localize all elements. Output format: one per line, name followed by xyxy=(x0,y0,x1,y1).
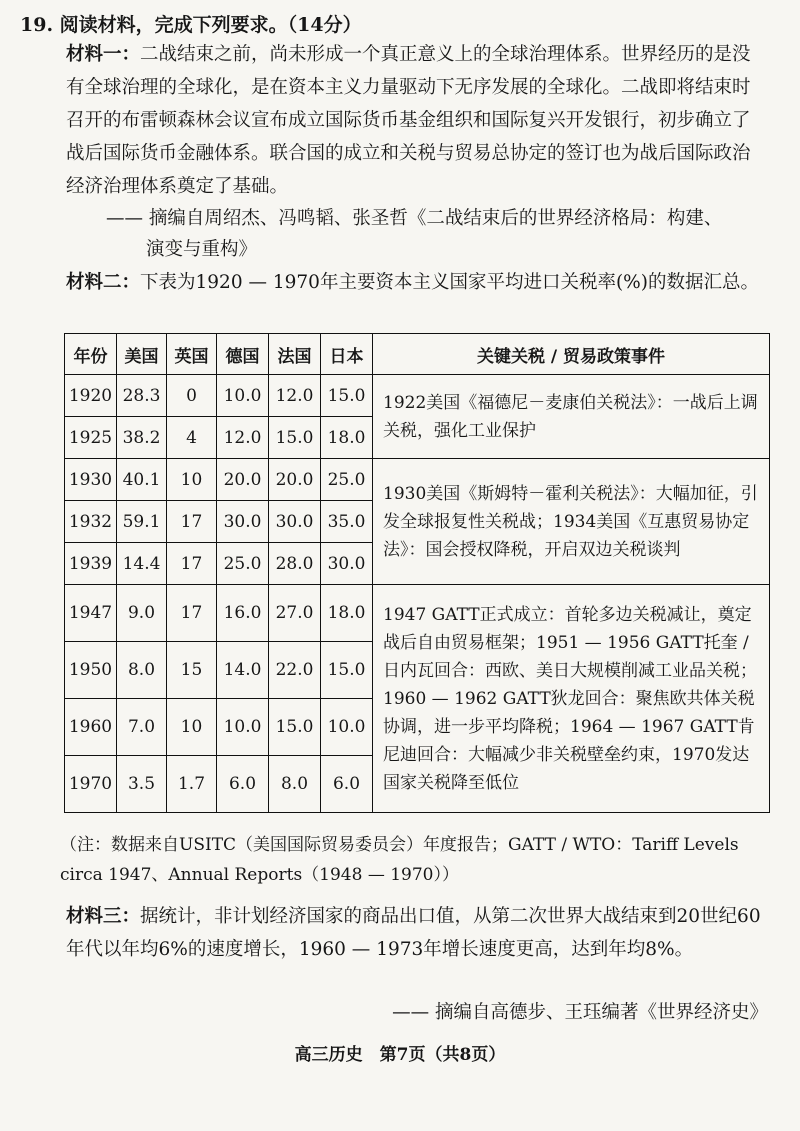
cell: 6.0 xyxy=(217,756,269,813)
cell: 8.0 xyxy=(117,642,167,699)
tariff-table xyxy=(64,333,770,813)
material-1-text: 二战结束之前，尚未形成一个真正意义上的全球治理体系。世界经历的是没有全球治理的全球化，是在资本主义力量驱动下无序发展的全球化。二战即将结束时召开的布雷顿森林会议宣布成立国际货币基金组织和国际复兴开发银行，初步确立了战后国际货币金融体系。联合国的成立和关税与贸易总协定的签订也为战后国际政治经济治理体系奠定了基础。 xyxy=(66,44,751,197)
material-1-source-line2: 演变与重构》 xyxy=(146,239,258,260)
cell: 18.0 xyxy=(321,417,373,459)
material-2-label: 材料二： xyxy=(66,272,141,293)
cell: 25.0 xyxy=(217,543,269,585)
cell: 59.1 xyxy=(117,501,167,543)
cell: 17 xyxy=(167,543,217,585)
material-1-source-line1: —— 摘编自周绍杰、冯鸣韬、张圣哲《二战结束后的世界经济格局：构建、 xyxy=(106,208,723,229)
material-1-label: 材料一： xyxy=(66,44,141,65)
material-3 xyxy=(66,900,766,966)
header-uk: 英国 xyxy=(167,334,217,375)
cell: 1947 xyxy=(65,585,117,642)
question-title: 19. 阅读材料，完成下列要求。（14分） xyxy=(20,14,362,36)
event-cell: 1930美国《斯姆特－霍利关税法》：大幅加征，引发全球报复性关税战；1934美国《互惠贸易协定法》：国会授权降税，开启双边关税谈判 xyxy=(373,459,770,585)
table-row xyxy=(65,585,770,642)
cell: 9.0 xyxy=(117,585,167,642)
cell: 1950 xyxy=(65,642,117,699)
cell: 16.0 xyxy=(217,585,269,642)
cell: 28.0 xyxy=(269,543,321,585)
cell: 4 xyxy=(167,417,217,459)
cell: 1.7 xyxy=(167,756,217,813)
header-france: 法国 xyxy=(269,334,321,375)
table-row xyxy=(65,375,770,417)
cell: 15.0 xyxy=(269,417,321,459)
header-germany: 德国 xyxy=(217,334,269,375)
cell: 27.0 xyxy=(269,585,321,642)
header-events: 关键关税 / 贸易政策事件 xyxy=(373,334,770,375)
table-row xyxy=(65,459,770,501)
cell: 1925 xyxy=(65,417,117,459)
cell: 1932 xyxy=(65,501,117,543)
cell: 8.0 xyxy=(269,756,321,813)
cell: 6.0 xyxy=(321,756,373,813)
page-footer: 高三历史 第7页（共8页） xyxy=(294,1045,506,1065)
cell: 0 xyxy=(167,375,217,417)
cell: 20.0 xyxy=(269,459,321,501)
cell: 7.0 xyxy=(117,699,167,756)
header-year: 年份 xyxy=(65,334,117,375)
cell: 14.4 xyxy=(117,543,167,585)
event-cell: 1947 GATT正式成立：首轮多边关税减让，奠定战后自由贸易框架；1951 — 1956 GATT托奎 / 日内瓦回合：西欧、美日大规模削减工业品关税；1960 — 1962 GATT狄龙回合：聚焦欧共体关税协调，进一步平均降税；1964 — 1967 GATT肯尼迪回合：大幅减少非关税壁垒约束，1970发达国家关税降至低位 xyxy=(373,585,770,813)
event-cell: 1922美国《福德尼－麦康伯关税法》：一战后上调关税，强化工业保护 xyxy=(373,375,770,459)
material-2-text: 下表为1920 — 1970年主要资本主义国家平均进口关税率(%)的数据汇总。 xyxy=(140,272,759,293)
cell: 38.2 xyxy=(117,417,167,459)
cell: 10.0 xyxy=(217,699,269,756)
cell: 17 xyxy=(167,501,217,543)
cell: 15.0 xyxy=(269,699,321,756)
table-header-row xyxy=(65,334,770,375)
cell: 35.0 xyxy=(321,501,373,543)
cell: 12.0 xyxy=(269,375,321,417)
cell: 30.0 xyxy=(269,501,321,543)
cell: 3.5 xyxy=(117,756,167,813)
cell: 1970 xyxy=(65,756,117,813)
cell: 10.0 xyxy=(321,699,373,756)
cell: 10.0 xyxy=(217,375,269,417)
cell: 10 xyxy=(167,699,217,756)
cell: 1930 xyxy=(65,459,117,501)
cell: 25.0 xyxy=(321,459,373,501)
cell: 30.0 xyxy=(321,543,373,585)
cell: 12.0 xyxy=(217,417,269,459)
cell: 14.0 xyxy=(217,642,269,699)
material-3-source: —— 摘编自高德步、王珏编著《世界经济史》 xyxy=(392,1002,768,1023)
cell: 30.0 xyxy=(217,501,269,543)
material-3-text: 据统计，非计划经济国家的商品出口值，从第二次世界大战结束到20世纪60年代以年均6%的速度增长，1960 — 1973年增长速度更高，达到年均8%。 xyxy=(66,906,761,960)
cell: 40.1 xyxy=(117,459,167,501)
material-2 xyxy=(66,266,766,299)
cell: 28.3 xyxy=(117,375,167,417)
cell: 15.0 xyxy=(321,375,373,417)
header-us: 美国 xyxy=(117,334,167,375)
cell: 20.0 xyxy=(217,459,269,501)
cell: 1960 xyxy=(65,699,117,756)
cell: 1939 xyxy=(65,543,117,585)
material-3-label: 材料三： xyxy=(66,906,141,927)
cell: 1920 xyxy=(65,375,117,417)
header-japan: 日本 xyxy=(321,334,373,375)
cell: 17 xyxy=(167,585,217,642)
cell: 15.0 xyxy=(321,642,373,699)
cell: 15 xyxy=(167,642,217,699)
cell: 18.0 xyxy=(321,585,373,642)
table-note: （注：数据来自USITC（美国国际贸易委员会）年度报告；GATT / WTO：Tariff Levels circa 1947、Annual Reports（1948 — 1970）） xyxy=(60,835,739,885)
cell: 22.0 xyxy=(269,642,321,699)
cell: 10 xyxy=(167,459,217,501)
material-1 xyxy=(66,38,766,203)
